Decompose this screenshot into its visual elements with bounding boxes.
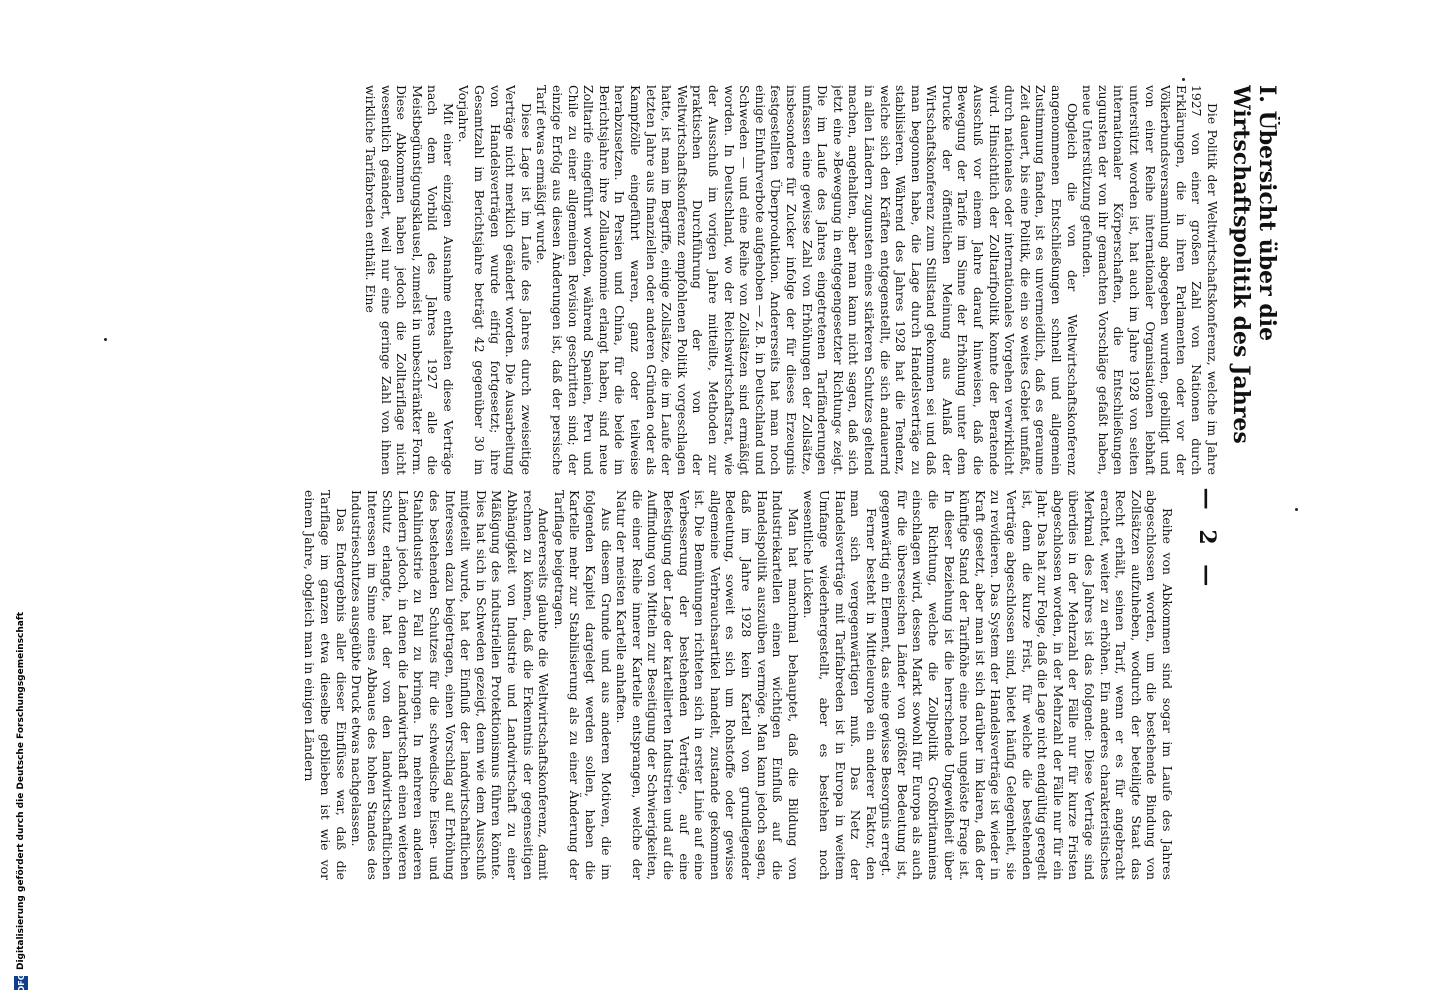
left-column [170,85,1280,475]
paragraph: Andererseits glaubte die Weltwirtschaftskonferenz, damit rechnen zu können, daß die Erkenntnis der gegenseitigen Abhängigkeit von Industrie und Landwirtschaft zu einer Mäßigung des industriellen Protektionismus führen könnte. Dies hat sich in Schweden gezeigt, denn wie dem Ausschuß mitgeteilt wurde, hat der Einfluß der landwirtschaftlichen Interessen dazu beigetragen, einen Vorschlag auf Erhöhung des bestehenden Schutzes für die schwedische Eisen- und Stahlindustrie zu Fall zu bringen. In mehreren anderen Ländern jedoch, in denen die Landwirtschaft einen weiteren Schutz erlangte, hat der von den landwirtschaftlichen Interessen im Sinne eines Abbaues des hohen Standes des Industrieschutzes ausgeübte Druck etwas nachgelassen. [349,490,552,880]
section-heading: I. Übersicht über die Wirtschaftspolitik des Jahres [1228,85,1280,444]
right-column [165,490,1175,880]
scan-speck [104,338,107,341]
paragraph: Diese Lage ist im Laufe des Jahres durch zweiseitige Verträge nicht merklich geändert worden. Die Ausarbeitung von Handelsverträgen wurde eifrig fortgesetzt; ihre Gesamtzahl im Berichtsjahre beträgt 42 gegenüber 30 im Vorjahre. [456,85,534,475]
paragraph: Mit einer einzigen Ausnahme enthalten diese Verträge nach dem Vorbild des Jahres 1927 alle die Meistbegünstigungsklausel, zumeist in unbeschränkter Form. Diese Abkommen haben jedoch die Zolltariflage nicht wesentlich geändert, weil nur eine geringe Zahl von ihnen wirkliche Tarifabreden enthält. Eine [362,85,456,475]
rotated-text-page [160,85,1280,905]
page-number: — 2 — [1194,487,1220,593]
footer-text: Digitalisierung gefördert durch die Deutsche Forschungsgemeinschaft [16,611,26,970]
paragraph: Reihe von Abkommen sind sogar im Laufe des Jahres abgeschlossen worden, um die bestehende Bindung von Zollsätzen aufzuheben, wodurch der beteiligte Staat das Recht erhält, seinen Tarif, wenn er es für angebracht erachtet, weiter zu erhöhen. Ein anderes charakteristisches Merkmal des Jahres ist das folgende: Diese Verträge sind überdies in der Mehrzahl der Fälle nur für kurze Fristen abgeschlossen worden, in der Mehrzahl der Fälle nur für ein Jahr. Das hat zur Folge, daß die Lage nicht endgültig geregelt ist, denn die kurze Frist, für welche die bestehenden Verträge abgeschlossen sind, bietet häufig Gelegenheit, sie zu revidieren. Das System der Handelsverträge ist wieder in Kraft gesetzt, aber man ist sich darüber im klaren, daß der künftige Stand der Tarifhöhe eine noch ungelöste Frage ist. In dieser Beziehung ist die herrschende Ungewißheit über die Richtung, welche die Zollpolitik Großbritanniens einschlagen wird, dessen Markt sowohl für Europa als auch für die überseeischen Länder von größter Bedeutung ist, gegenwärtig ein Element, das eine gewisse Besorgnis erregt. [879,490,1175,880]
paragraph: Obgleich die von der Weltwirtschaftskonferenz angenommenen Entschließungen schnell und allgemein Zustimmung fanden, ist es unvermeidlich, daß es geraume Zeit dauert, bis eine Politik, die ein so weites Gebiet umfaßt, durch nationales oder internationales Vorgehen verwirklicht wird. Hinsichtlich der Zolltarifpolitik konnte der Beratende Ausschuß vor einem Jahre darauf hinweisen, daß die Bewegung der Tarife im Sinne der Erhöhung unter dem Drucke der öffentlichen Meinung aus Anlaß der Wirtschaftskonferenz zum Stillstand gekommen sei und daß man begonnen habe, die Lage durch Handelsverträge zu stabilisieren. Während des Jahres 1928 hat die Tendenz, welche sich den Kräften entgegenstellt, die sich andauernd in allen Ländern zugunsten eines stärkeren Schutzes geltend machen, angehalten, aber man kann nicht sagen, daß sich jetzt eine »Bewegung in entgegengesetzter Richtung« zeigt. Die im Laufe des Jahres eingetretenen Tarifänderungen umfassen eine gewisse Zahl von Erhöhungen der Zollsätze, insbesondere für Zucker infolge der für dieses Erzeugnis festgestellten Überproduktion. Andererseits hat man noch einige Einfuhrverbote aufgehoben — z. B. in Deutschland und Schweden — und eine Reihe von Zollsätzen sind ermäßigt worden. In Deutschland, wo der Reichswirtschaftsrat, wie der Ausschuß im vorigen Jahre mitteilte, Methoden zur praktischen Durchführung der von der Weltwirtschaftskonferenz empfohlenen Politik vorgeschlagen hatte, ist man im Begriffe, einige Zollsätze, die im Laufe der letzten Jahre aus finanziellen oder anderen Gründen oder als Kampfzölle eingeführt waren, ganz oder teilweise herabzusetzen. In Persien und China, für die beide im Berichtsjahre ihre Zollautonomie erlangt haben, sind neue Zolltarife eingeführt worden, während Spanien, Peru und Chile zu einer allgemeinen Revision geschritten sind; der einzige Erfolg aus diesen Änderungen ist, daß der persische Tarif etwas ermäßigt wurde. [534,85,1080,475]
dfg-logo-icon: DFG [14,976,28,990]
scan-speck [1295,508,1298,511]
paragraph: Man hat manchmal behauptet, daß die Bildung von Industriekartellen einen wichtigen Einfluß auf die Handelspolitik auszuüben vermöge. Man kann jedoch sagen, daß im Jahre 1928 kein Kartell von grundlegender Bedeutung, soweit es sich um Rohstoffe oder gewisse allgemeine Verbrauchsartikel handelt, zustande gekommen ist. Die Bemühungen richteten sich in erster Linie auf eine Verbesserung der bestehenden Verträge, auf eine Befestigung der Lage der kartellierten Industrien und auf die Auffindung von Mitteln zur Beseitigung der Schwierigkeiten, die einer Reihe innerer Kartelle entsprangen, welche der Natur der meisten Kartelle anhaften. [614,490,801,880]
digitization-footer [13,600,29,993]
paragraph: Ferner besteht in Mitteleuropa ein anderer Faktor, den man sich vergegenwärtigen muß. Das Netz der Handelsverträge mit Tarifabreden ist in Europa in weitem Umfange wiederhergestellt, aber es bestehen noch wesentliche Lücken. [801,490,879,880]
paragraph: Aus diesem Grunde und aus anderen Motiven, die im folgenden Kapitel dargelegt werden sollen, haben die Kartelle mehr zur Stabilisierung als zu einer Änderung der Tariflage beigetragen. [551,490,614,880]
paragraph: Die Politik der Weltwirtschaftskonferenz, welche im Jahre 1927 von einer großen Zahl von Nationen durch Erklärungen, die in ihren Parlamenten oder vor der Völkerbundsversammlung abgegeben wurden, gebilligt und von einer Reihe internationaler Organisationen lebhaft unterstützt worden ist, hat auch im Jahre 1928 von seiten internationaler Körperschaften, die Entschließungen zugunsten der von ihr gemachten Vorschläge gefaßt haben, neue Unterstützung gefunden. [1080,85,1220,475]
paragraph: Das Endergebnis aller dieser Einflüsse war, daß die Tariflage im ganzen etwa dieselbe geblieben ist wie vor einem Jahre, obgleich man in einigen Ländern [302,490,349,880]
scan-speck [1182,78,1185,81]
